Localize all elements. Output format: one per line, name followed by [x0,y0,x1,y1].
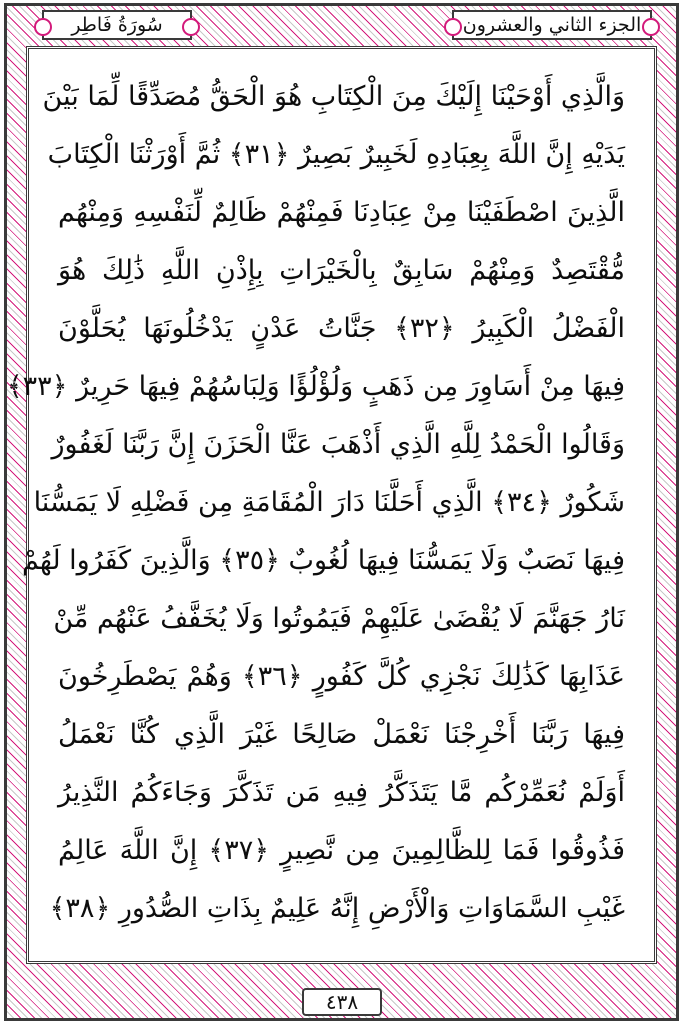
surah-title: سُورَةُ فَاطِر [71,14,163,36]
header-ornament-icon [34,18,52,36]
verse-line: أَوَلَمْ نُعَمِّرْكُم مَّا يَتَذَكَّرُ فِيهِ مَن تَذَكَّرَ وَجَاءَكُمُ النَّذِيرُ [58,777,625,808]
verse-line: غَيْبِ السَّمَاوَاتِ وَالْأَرْضِ إِنَّهُ عَلِيمٌ بِذَاتِ الصُّدُورِ ﴿٣٨﴾ [49,893,625,924]
surah-header [42,10,192,40]
verse-line: فَذُوقُوا فَمَا لِلظَّالِمِينَ مِن نَّصِيرٍ ﴿٣٧﴾ إِنَّ اللَّهَ عَالِمُ [58,835,625,866]
verse-line: شَكُورٌ ﴿٣٤﴾ الَّذِي أَحَلَّنَا دَارَ الْمُقَامَةِ مِن فَضْلِهِ لَا يَمَسُّنَا [33,487,625,518]
header-ornament-icon [642,18,660,36]
verse-line: يَدَيْهِ إِنَّ اللَّهَ بِعِبَادِهِ لَخَبِيرٌ بَصِيرٌ ﴿٣١﴾ ثُمَّ أَوْرَثْنَا الْكِتَابَ [47,139,625,170]
verse-line: مُّقْتَصِدٌ وَمِنْهُمْ سَابِقٌ بِالْخَيْرَاتِ بِإِذْنِ اللَّهِ ذَٰلِكَ هُوَ [58,255,625,286]
page-number: ٤٣٨ [302,988,382,1016]
verse-line: الَّذِينَ اصْطَفَيْنَا مِنْ عِبَادِنَا فَمِنْهُمْ ظَالِمٌ لِّنَفْسِهِ وَمِنْهُم [58,197,625,228]
verse-line: فِيهَا مِنْ أَسَاوِرَ مِن ذَهَبٍ وَلُؤْلُؤًا وَلِبَاسُهُمْ فِيهَا حَرِيرٌ ﴿٣٣﴾ [6,371,625,402]
juz-title: الجزء الثاني والعشرون [462,14,642,36]
verse-line: عَذَابِهَا كَذَٰلِكَ نَجْزِي كُلَّ كَفُورٍ ﴿٣٦﴾ وَهُمْ يَصْطَرِخُونَ [58,661,625,692]
verse-line: نَارُ جَهَنَّمَ لَا يُقْضَىٰ عَلَيْهِمْ فَيَمُوتُوا وَلَا يُخَفَّفُ عَنْهُم مِّنْ [53,603,625,634]
verse-line: فِيهَا رَبَّنَا أَخْرِجْنَا نَعْمَلْ صَالِحًا غَيْرَ الَّذِي كُنَّا نَعْمَلُ [58,719,625,750]
header-ornament-icon [182,18,200,36]
header-ornament-icon [444,18,462,36]
verse-line: فِيهَا نَصَبٌ وَلَا يَمَسُّنَا فِيهَا لُغُوبٌ ﴿٣٥﴾ وَالَّذِينَ كَفَرُوا لَهُمْ [21,545,625,576]
verse-line: الْفَضْلُ الْكَبِيرُ ﴿٣٢﴾ جَنَّاتُ عَدْنٍ يَدْخُلُونَهَا يُحَلَّوْنَ [58,313,625,344]
verse-line: وَالَّذِي أَوْحَيْنَا إِلَيْكَ مِنَ الْكِتَابِ هُوَ الْحَقُّ مُصَدِّقًا لِّمَا بَيْنَ [42,81,625,112]
verse-line: وَقَالُوا الْحَمْدُ لِلَّهِ الَّذِي أَذْهَبَ عَنَّا الْحَزَنَ إِنَّ رَبَّنَا لَغَفُورٌ [51,429,625,460]
juz-header [452,10,652,40]
